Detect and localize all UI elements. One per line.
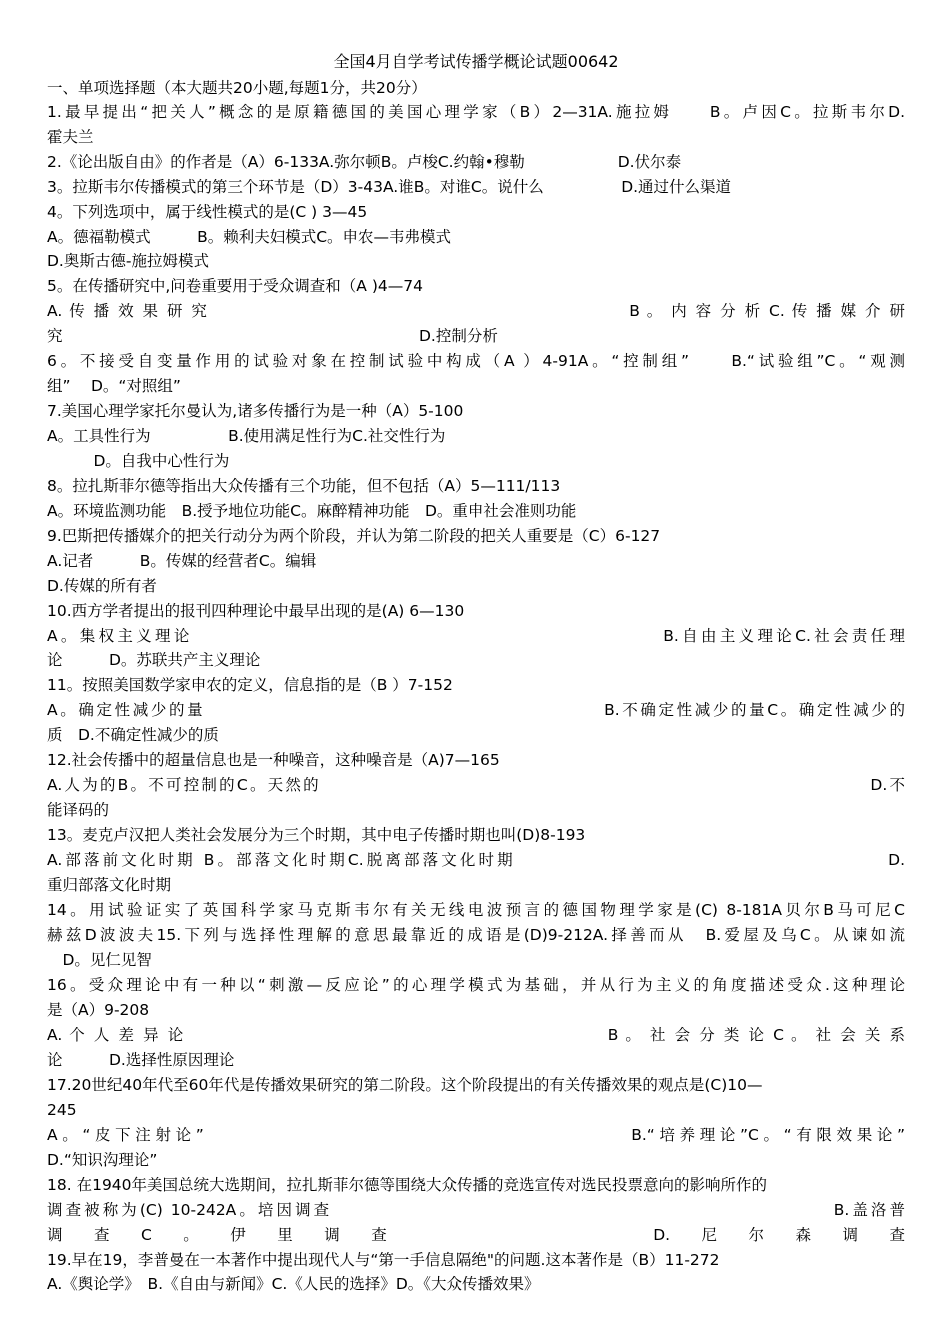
text-line: 8。拉扎斯菲尔德等指出大众传播有三个功能，但不包括（A）5—111/113 <box>47 477 561 495</box>
text-line: D.传媒的所有者 <box>47 577 157 595</box>
text-line: D。见仁见智 <box>47 951 152 969</box>
text-line: 论 D。苏联共产主义理论 <box>47 651 261 669</box>
text-line: 重归部落文化时期 <box>47 876 172 894</box>
text-line: 9.巴斯把传播媒介的把关行动分为两个阶段，并认为第二阶段的把关人重要是（C）6-127 <box>47 527 661 545</box>
text-line: 12.社会传播中的超量信息也是一种噪音，这种噪音是（A)7—165 <box>47 751 500 769</box>
text-line: A. 传 播 效 果 研 究 B 。 内 容 分 析 C. 传 播 媒 介 研 <box>47 302 905 320</box>
text-line: 质 D.不确定性减少的质 <box>47 726 219 744</box>
text-line: 赫兹D波波夫15.下列与选择性理解的意思最靠近的成语是(D)9-212A.择善而从 B.爱屋及乌C。从谏如流 <box>47 926 905 944</box>
text-line: A。确定性减少的量 B.不确定性减少的量C。确定性减少的 <box>47 701 905 719</box>
text-line: 论 D.选择性原因理论 <box>47 1051 235 1069</box>
text-line: A。集权主义理论 B.自由主义理论C.社会责任理 <box>47 627 905 645</box>
text-line: 一、单项选择题（本大题共20小题,每题1分，共20分） <box>47 79 427 97</box>
text-line: A.部落前文化时期 B。部落文化时期C.脱离部落文化时期 D. <box>47 851 905 869</box>
text-line: 13。麦克卢汉把人类社会发展分为三个时期，其中电子传播时期也叫(D)8-193 <box>47 826 586 844</box>
text-line: 16。受众理论中有一种以“刺激—反应论”的心理学模式为基础，并从行为主义的角度描述受众.这种理论 <box>47 976 905 994</box>
text-line: 1.最早提出“把关人”概念的是原籍德国的美国心理学家（B）2—31A.施拉姆 B。卢因C。拉斯韦尔D. <box>47 103 905 121</box>
text-line: 7.美国心理学家托尔曼认为,诸多传播行为是一种（A）5-100 <box>47 402 464 420</box>
text-line: 调查被称为(C) 10-242A。培因调查 B.盖洛普 <box>47 1201 905 1219</box>
text-line: 11。按照美国数学家申农的定义，信息指的是（B ）7-152 <box>47 676 453 694</box>
text-line: 14。用试验证实了英国科学家马克斯韦尔有关无线电波预言的德国物理学家是(C) 8-181A贝尔B马可尼C <box>47 901 905 919</box>
text-line: A。工具性行为 B.使用满足性行为C.社交性行为 <box>47 427 446 445</box>
text-line: 19.早在19，李普曼在一本著作中提出现代人与“第一手信息隔绝"的问题.这本著作是（B）11-272 <box>47 1251 720 1269</box>
text-line: 3。拉斯韦尔传播模式的第三个环节是（D）3-43A.谁B。对谁C。说什么 D.通过什么渠道 <box>47 178 732 196</box>
text-line: A。德福勒模式 B。赖利夫妇模式C。申农—韦弗模式 <box>47 228 452 246</box>
text-line: 组” D。“对照组” <box>47 377 181 395</box>
text-line: A.记者 B。传媒的经营者C。编辑 <box>47 552 317 570</box>
text-line: A。“皮下注射论” B.“培养理论”C。“有限效果论” <box>47 1126 905 1144</box>
text-line: 17.20世纪40年代至60年代是传播效果研究的第二阶段。这个阶段提出的有关传播效果的观点是(C)10— <box>47 1076 763 1094</box>
text-line: 10.西方学者提出的报刊四种理论中最早出现的是(A) 6—130 <box>47 602 465 620</box>
text-line: 调查C。伊里调查 D.尼尔森调查 <box>47 1226 905 1244</box>
text-line: A. 个 人 差 异 论 B 。 社 会 分 类 论 C 。 社 会 关 系 <box>47 1026 905 1044</box>
text-line: D.“知识沟理论” <box>47 1151 158 1169</box>
text-line: D。自我中心性行为 <box>47 452 230 470</box>
document-title: 全国4月自学考试传播学概论试题00642 <box>333 52 619 71</box>
text-line: 能译码的 <box>47 801 110 819</box>
text-line: D.奥斯古德-施拉姆模式 <box>47 252 209 270</box>
text-line: 5。在传播研究中,问卷重要用于受众调查和（A )4—74 <box>47 277 423 295</box>
text-line: 霍夫兰 <box>47 128 94 146</box>
text-line: 245 <box>47 1101 77 1119</box>
text-line: A.《舆论学》 B.《自由与新闻》C.《人民的选择》D。《大众传播效果》 <box>47 1275 540 1293</box>
text-line: 4。下列选项中，属于线性模式的是(C ) 3—45 <box>47 203 368 221</box>
text-line: 是（A）9-208 <box>47 1001 150 1019</box>
text-line: A。环境监测功能 B.授予地位功能C。麻醉精神功能 D。重申社会准则功能 <box>47 502 577 520</box>
text-line: 究 D.控制分析 <box>47 327 498 345</box>
text-line: 6。不接受自变量作用的试验对象在控制试验中构成（A ）4-91A。“控制组” B.“试验组”C。“观测 <box>47 352 905 370</box>
text-line: 2.《论出版自由》的作者是（A）6-133A.弥尔顿B。卢梭C.约翰•穆勒 D.伏尔泰 <box>47 153 682 171</box>
text-line: 18. 在1940年美国总统大选期间，拉扎斯菲尔德等围绕大众传播的竞选宣传对选民投票意向的影响所作的 <box>47 1176 768 1194</box>
text-line: A.人为的B。不可控制的C。天然的 D.不 <box>47 776 905 794</box>
